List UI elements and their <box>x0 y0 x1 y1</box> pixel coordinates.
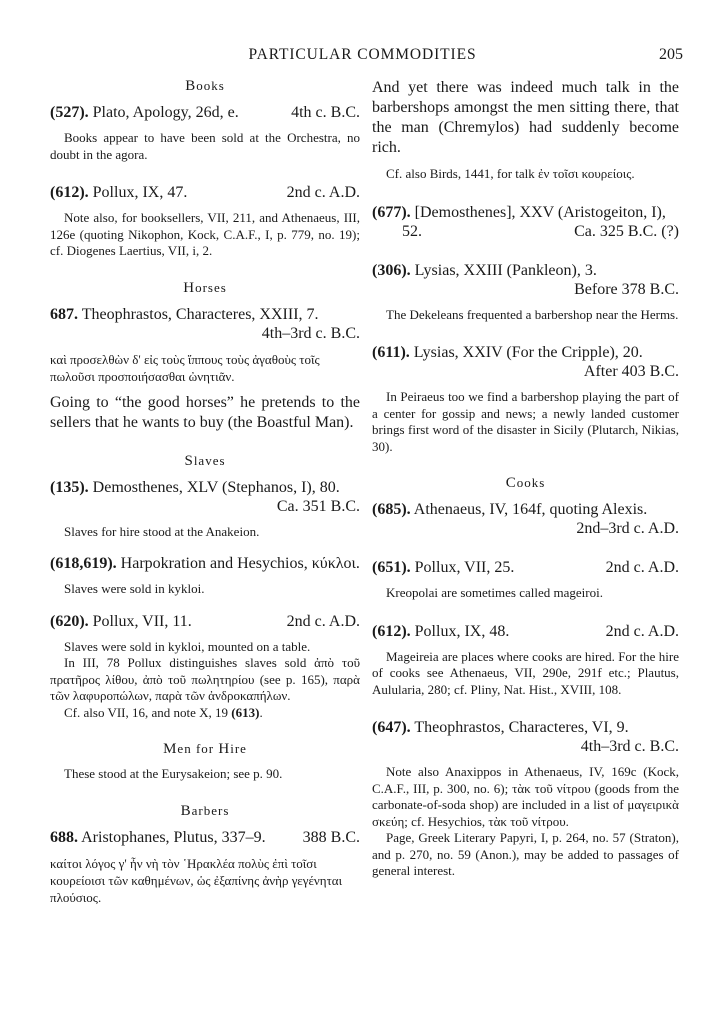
entry-source: [Demosthenes], XXV (Aristogeiton, I), <box>414 203 666 221</box>
entry-date: 388 B.C. <box>302 828 360 846</box>
entry-source: Lysias, XXIII (Pankleon), 3. <box>414 261 597 279</box>
entry-135-note: Slaves for hire stood at the Anakeion. <box>64 523 260 539</box>
entry-647-note-1: Note also Anaxippos in Athenaeus, IV, 169c (Kock, C.A.F., III, p. 300, no. 6); τὰκ τοῦ νίτρου (goods from the carbonate-of-soda shop) are included in a list of μαγειρικὰ σκεύη; cf. Hesychios, τὰκ τοῦ νίτρου. <box>372 764 679 829</box>
entry-620-note-3: Cf. also VII, 16, and note X, 19 (613). <box>64 704 263 720</box>
running-head: PARTICULAR COMMODITIES <box>248 46 477 63</box>
entry-647-note-2: Page, Greek Literary Papyri, I, p. 264, no. 57 (Straton), and p. 270, no. 59 (Anon.), may be added to passages of general interest. <box>372 830 679 878</box>
entry-source: Theophrastos, Characteres, VI, 9. <box>414 719 629 736</box>
entry-ref: 688. <box>50 828 78 846</box>
entry-ref: (527). <box>50 104 89 121</box>
entry-ref: (306). <box>372 261 411 279</box>
entry-date: 2nd c. A.D. <box>286 612 360 630</box>
entry-647-heading <box>372 718 679 756</box>
entry-source: Demosthenes, XLV (Stephanos, I), 80. <box>92 478 340 496</box>
entry-date: 4th–3rd c. B.C. <box>261 324 360 342</box>
entry-date: After 403 B.C. <box>583 363 679 380</box>
entry-ref: (612). <box>50 184 89 201</box>
entry-source: Aristophanes, Plutus, 337–9. <box>81 828 266 846</box>
entry-source: Pollux, VII, 25. <box>414 559 515 576</box>
entry-ref: (612). <box>372 622 411 640</box>
entry-688-heading <box>50 828 360 847</box>
entry-source: Lysias, XXIV (For the Cripple), 20. <box>413 344 643 361</box>
entry-677-line2: 52. Ca. 325 B.C. (?) <box>402 222 679 240</box>
section-heading-books: Books <box>185 78 225 94</box>
entry-date: Ca. 325 B.C. (?) <box>574 222 679 240</box>
entry-612b-note: Mageireia are places where cooks are hired. For the hire of cooks see Athenaeus, VII, 290e, 291f etc.; Plautus, Aulularia, 280; cf. Pliny, Nat. Hist., XVIII, 108. <box>372 648 679 697</box>
entry-date: 2nd–3rd c. A.D. <box>576 520 679 537</box>
entry-618-heading <box>50 554 360 573</box>
entry-ref: (618,619). <box>50 555 117 572</box>
entry-306-note: The Dekeleans frequented a barbershop near the Herms. <box>386 306 679 322</box>
entry-687-greek: καὶ προσελθὼν δ' εἰς τοὺς ἵππους τοὺς ἀγαθοὺς τοῖς πωλοῦσι προσποιήσασθαι ὠνητιᾶν. <box>50 351 320 384</box>
entry-687-heading <box>50 305 360 343</box>
section-heading-horses: Horses <box>183 279 227 296</box>
entry-ref: (647). <box>372 719 411 736</box>
entry-677-heading <box>372 203 679 241</box>
entry-612-heading <box>50 183 360 202</box>
men-for-hire-note: These stood at the Eurysakeion; see p. 90. <box>64 766 283 781</box>
entry-date: 2nd c. A.D. <box>286 184 360 201</box>
entry-date: 4th–3rd c. B.C. <box>580 738 679 755</box>
entry-620-heading <box>50 612 360 631</box>
entry-688-greek: καίτοι λόγος γ' ἦν νὴ τὸν ῾Ηρακλέα πολὺς ἐπὶ τοῖσι κουρείοισι τῶν καθημένων, ὡς ἐξαπίνης ἀνὴρ γεγένηται πλούσιος. <box>50 855 343 905</box>
entry-date: Ca. 351 B.C. <box>276 497 360 515</box>
entry-651-note: Kreopolai are sometimes called mageiroi. <box>386 585 603 600</box>
entry-ref: (677). <box>372 203 411 221</box>
entry-source: Theophrastos, Characteres, XXIII, 7. <box>81 305 319 323</box>
entry-527-heading <box>50 103 360 122</box>
entry-source: Plato, Apology, 26d, e. <box>92 104 239 121</box>
entry-620-note-2: In III, 78 Pollux distinguishes slaves sold ἀπὸ τοῦ πρατῆρος λίθου, ἀπὸ τοῦ πωλητηρίου (see p. 165), παρὰ τῶν λαφυροπώλων, παρὰ τῶν ἀνδροκαπήλων. <box>50 655 360 703</box>
entry-source: Pollux, IX, 47. <box>92 184 188 201</box>
entry-306-heading <box>372 261 679 299</box>
entry-date: 2nd c. A.D. <box>605 559 679 576</box>
entry-688-translation: And yet there was indeed much talk in the barbershops amongst the men sitting there, that the man (Chremylos) had suddenly become rich. <box>372 79 679 156</box>
page-header <box>0 46 725 68</box>
section-heading-barbers: Barbers <box>180 802 230 819</box>
section-heading-slaves: Slaves <box>184 452 226 469</box>
entry-527-note: Books appear to have been sold at the Orchestra, no doubt in the agora. <box>50 130 360 162</box>
entry-date: 4th c. B.C. <box>291 104 360 121</box>
entry-source: Pollux, IX, 48. <box>414 622 510 640</box>
entry-611-heading <box>372 343 679 381</box>
entry-ref: (611). <box>372 344 410 361</box>
entry-source: Pollux, VII, 11. <box>92 612 192 630</box>
entry-685-heading <box>372 500 679 538</box>
entry-620-note-1: Slaves were sold in kykloi, mounted on a table. <box>64 638 311 654</box>
entry-135-heading <box>50 478 360 516</box>
entry-ref: (620). <box>50 612 89 630</box>
page-number: 205 <box>659 46 683 63</box>
section-heading-men-for-hire: Men for Hire <box>163 741 247 757</box>
entry-618-note: Slaves were sold in kykloi. <box>64 581 205 596</box>
entry-687-translation: Going to “the good horses” he pretends to the sellers that he wants to buy (the Boastful Man). <box>50 393 360 431</box>
entry-ref: 687. <box>50 305 78 323</box>
entry-688-cf: Cf. also Birds, 1441, for talk ἐν τοῖσι κουρείοις. <box>386 166 635 181</box>
entry-date: 2nd c. A.D. <box>605 622 679 640</box>
entry-ref: (685). <box>372 501 411 518</box>
left-column <box>50 78 360 906</box>
entry-source: Harpokration and Hesychios, κύκλοι. <box>120 555 360 572</box>
entry-ref: (135). <box>50 478 89 496</box>
entry-612b-heading <box>372 622 679 641</box>
entry-source: Athenaeus, IV, 164f, quoting Alexis. <box>413 501 648 518</box>
entry-651-heading <box>372 558 679 577</box>
entry-date: Before 378 B.C. <box>574 280 679 298</box>
entry-612-note: Note also, for booksellers, VII, 211, and Athenaeus, III, 126e (quoting Nikophon, Kock, C.A.F., I, p. 779, no. 19); cf. Diogenes Laertius, VII, i, 2. <box>50 210 360 258</box>
entry-611-note: In Peiraeus too we find a barbershop playing the part of a center for gossip and news; a newly landed customer brings first word of the disaster in Sicily (Plutarch, Nikias, 30). <box>372 389 679 454</box>
entry-ref: (651). <box>372 559 411 576</box>
section-heading-cooks: Cooks <box>505 475 546 491</box>
right-column <box>372 78 679 880</box>
